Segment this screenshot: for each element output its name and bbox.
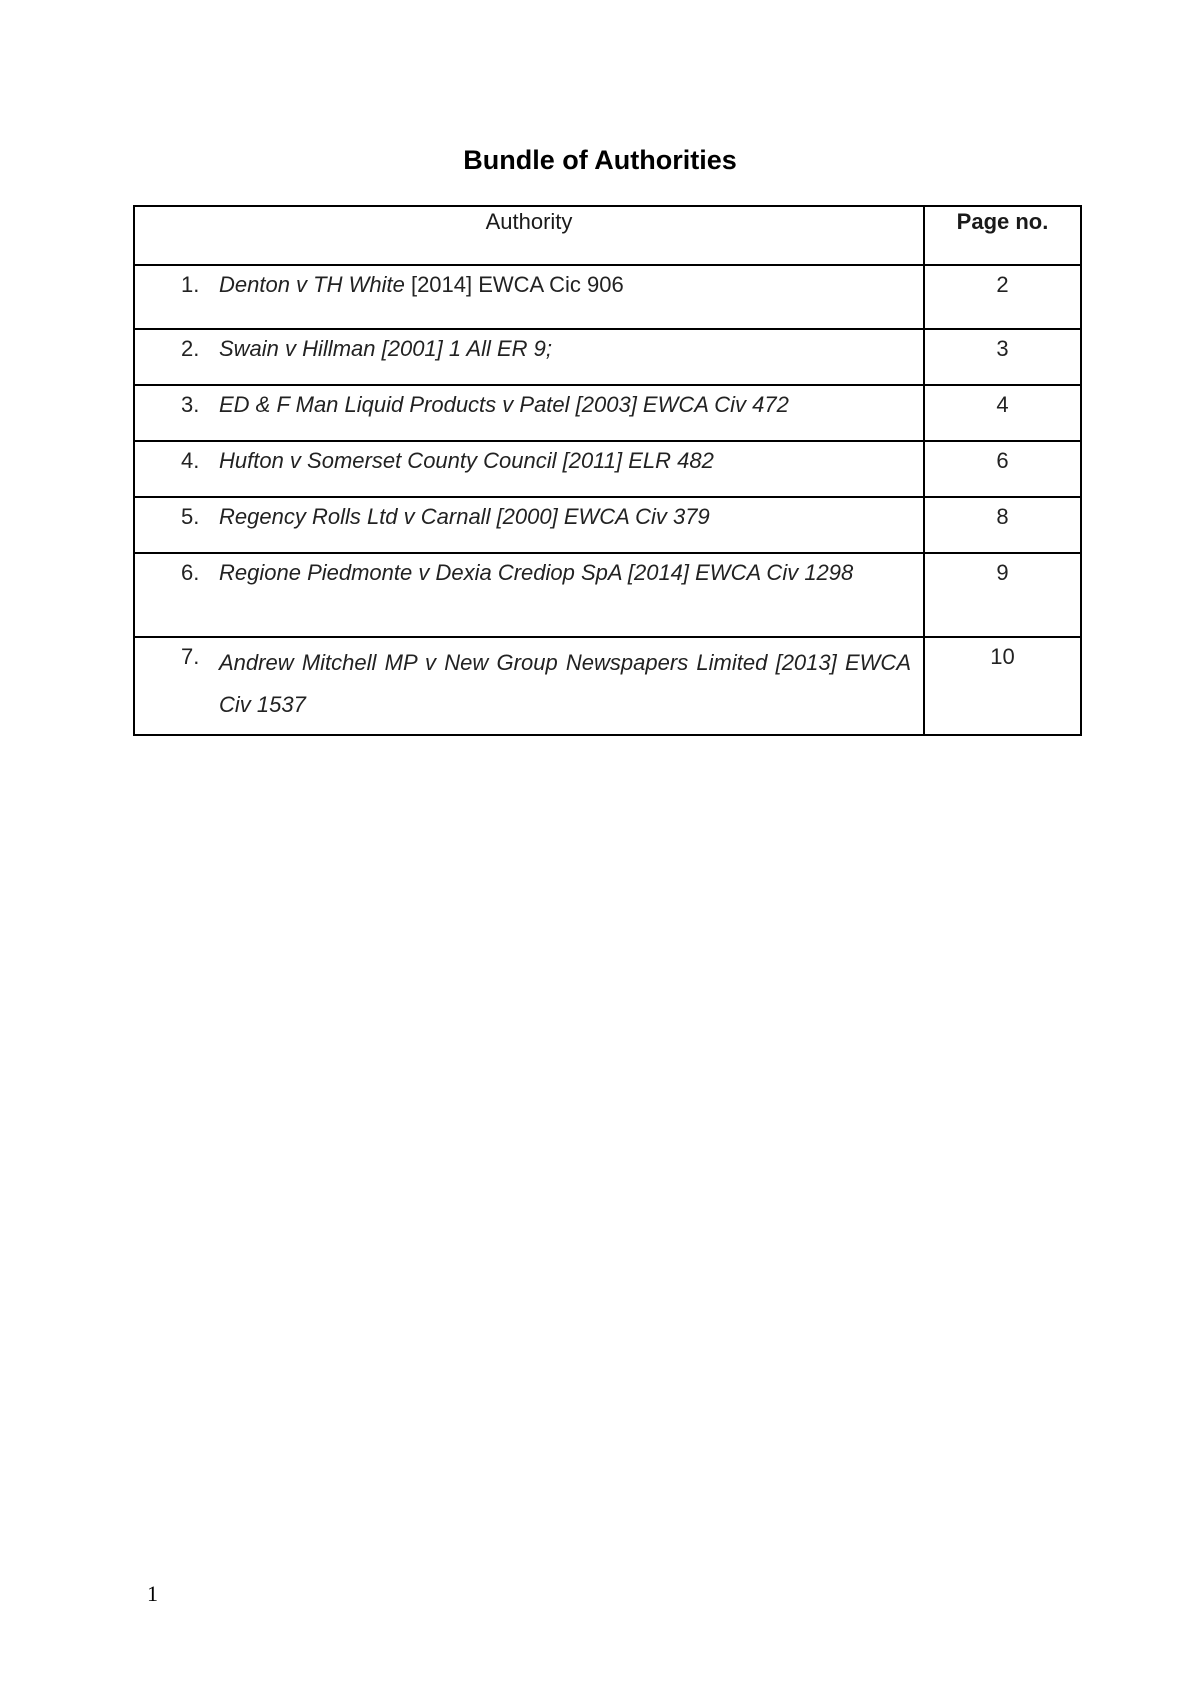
- case-name: Swain v Hillman [2001] 1 All ER 9;: [219, 336, 552, 361]
- case-name: Hufton v Somerset County Council [2011] ELR 482: [219, 448, 714, 473]
- case-name: Denton v TH White: [219, 272, 405, 297]
- case-reference: [2014] EWCA Cic 906: [404, 272, 624, 297]
- page-number: 1: [147, 1581, 158, 1606]
- row-number: 1.: [181, 272, 200, 297]
- row-number: 4.: [181, 448, 200, 473]
- citation: [219, 558, 911, 588]
- authority-cell: [134, 329, 924, 385]
- case-name: Regione Piedmonte v Dexia Crediop SpA [2014] EWCA Civ 1298: [219, 560, 854, 585]
- case-name: Andrew Mitchell MP v New Group Newspapers Limited [2013] EWCA Civ 1537: [219, 650, 911, 717]
- row-number: 7.: [181, 644, 200, 669]
- page-cell: 8: [924, 497, 1081, 553]
- authority-cell: [134, 265, 924, 329]
- page-title: Bundle of Authorities: [463, 145, 737, 175]
- table-row: [134, 553, 1081, 637]
- table-header-row: [134, 206, 1081, 265]
- page-cell: 4: [924, 385, 1081, 441]
- citation: [219, 390, 911, 420]
- row-number: 3.: [181, 392, 200, 417]
- case-name: Regency Rolls Ltd v Carnall [2000] EWCA Civ 379: [219, 504, 710, 529]
- page-cell: 2: [924, 265, 1081, 329]
- authority-cell: [134, 497, 924, 553]
- citation: [219, 446, 911, 476]
- citation: [219, 334, 911, 364]
- table-row: [134, 637, 1081, 735]
- citation: [219, 642, 911, 726]
- case-name: ED & F Man Liquid Products v Patel [2003] EWCA Civ 472: [219, 392, 789, 417]
- table-row: [134, 385, 1081, 441]
- authorities-table: [133, 205, 1082, 736]
- page-cell: 6: [924, 441, 1081, 497]
- table-row: [134, 441, 1081, 497]
- page-column-header: Page no.: [924, 206, 1081, 265]
- citation: [219, 502, 911, 532]
- row-number: 5.: [181, 504, 200, 529]
- page-cell: 9: [924, 553, 1081, 637]
- page-cell: 10: [924, 637, 1081, 735]
- table-row: [134, 265, 1081, 329]
- table-row: [134, 497, 1081, 553]
- authority-cell: [134, 637, 924, 735]
- row-number: 6.: [181, 560, 200, 585]
- authority-cell: [134, 553, 924, 637]
- authority-cell: [134, 441, 924, 497]
- authority-cell: [134, 385, 924, 441]
- authority-column-header: Authority: [134, 206, 924, 265]
- table-row: [134, 329, 1081, 385]
- row-number: 2.: [181, 336, 200, 361]
- page-cell: 3: [924, 329, 1081, 385]
- citation: [219, 270, 911, 300]
